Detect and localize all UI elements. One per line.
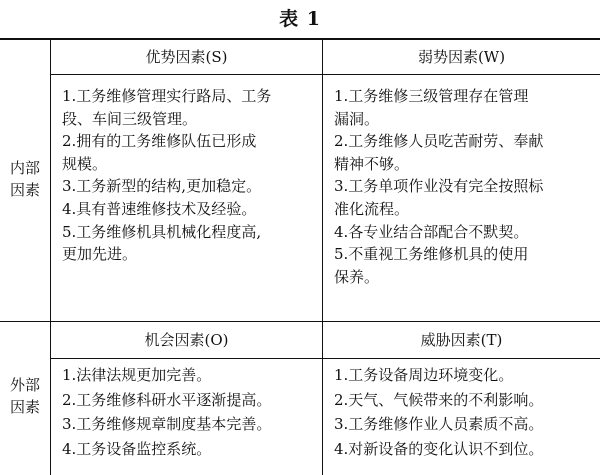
item-line: 4.具有普速维修技术及经验。: [62, 199, 257, 218]
external-label-line-2: 因素: [9, 398, 40, 416]
strength-item: [62, 85, 318, 130]
weakness-item: [334, 221, 596, 244]
opportunities-header: 机会因素(O): [144, 331, 229, 349]
weaknesses-cell: [334, 85, 596, 288]
opportunity-item: 4.工务设备监控系统。: [62, 439, 212, 458]
threat-item: 1.工务设备周边环境变化。: [334, 366, 514, 384]
threat-item: 2.天气、气候带来的不利影响。: [334, 390, 544, 409]
item-line: 3.工务新型的结构,更加稳定。: [62, 177, 262, 196]
item-line: 准化流程。: [334, 199, 410, 218]
top-border: [0, 38, 600, 40]
item-line: 2.拥有的工务维修队伍已形成: [62, 132, 257, 151]
item-line: 更加先进。: [62, 245, 138, 264]
item-line: 精神不够。: [334, 154, 410, 173]
strengths-cell: [62, 85, 318, 266]
strength-item: [62, 175, 318, 198]
label-column-divider: [50, 38, 51, 475]
header-divider-internal: [50, 74, 600, 75]
weakness-item: [334, 130, 596, 175]
item-line: 保养。: [334, 267, 380, 286]
threats-header: 威胁因素(T): [420, 331, 503, 349]
item-line: 段、车间三级管理。: [62, 109, 198, 128]
weakness-item: [334, 175, 596, 220]
table-title: 表 1: [279, 8, 321, 30]
strengths-header: 优势因素(S): [145, 48, 228, 66]
item-line: 2.工务维修人员吃苦耐劳、奉献: [334, 132, 544, 151]
weaknesses-header: 弱势因素(W): [417, 48, 506, 66]
center-column-divider: [322, 38, 323, 475]
item-line: 漏洞。: [334, 109, 380, 128]
strength-item: [62, 130, 318, 175]
internal-label-line-2: 因素: [9, 181, 40, 199]
item-line: 1.工务维修管理实行路局、工务: [62, 87, 272, 105]
opportunity-item: 2.工务维修科研水平逐渐提高。: [62, 390, 272, 409]
item-line: 1.工务维修三级管理存在管理: [334, 87, 529, 105]
item-line: 5.工务维修机具机械化程度高,: [62, 222, 262, 241]
weakness-item: [334, 85, 596, 130]
threat-item: 3.工务维修作业人员素质不高。: [334, 415, 544, 433]
item-line: 5.不重视工务维修机具的使用: [334, 245, 529, 264]
section-divider: [0, 321, 600, 322]
item-line: 规模。: [62, 154, 108, 173]
strength-item: [62, 221, 318, 266]
opportunity-item: 3.工务维修规章制度基本完善。: [62, 415, 272, 433]
strength-item: [62, 198, 318, 221]
external-factors-label: [3, 374, 47, 418]
item-line: 3.工务单项作业没有完全按照标: [334, 177, 544, 196]
swot-table: [0, 38, 600, 475]
opportunities-cell: [62, 363, 318, 461]
item-line: 4.各专业结合部配合不默契。: [334, 222, 529, 241]
threat-item: 4.对新设备的变化认识不到位。: [334, 439, 544, 458]
external-label-line-1: 外部: [9, 376, 40, 394]
opportunity-item: 1.法律法规更加完善。: [62, 366, 212, 384]
header-divider-external: [50, 358, 600, 359]
threats-cell: [334, 363, 596, 461]
internal-label-line-1: 内部: [9, 159, 40, 177]
weakness-item: [334, 243, 596, 288]
internal-factors-label: [3, 157, 47, 201]
